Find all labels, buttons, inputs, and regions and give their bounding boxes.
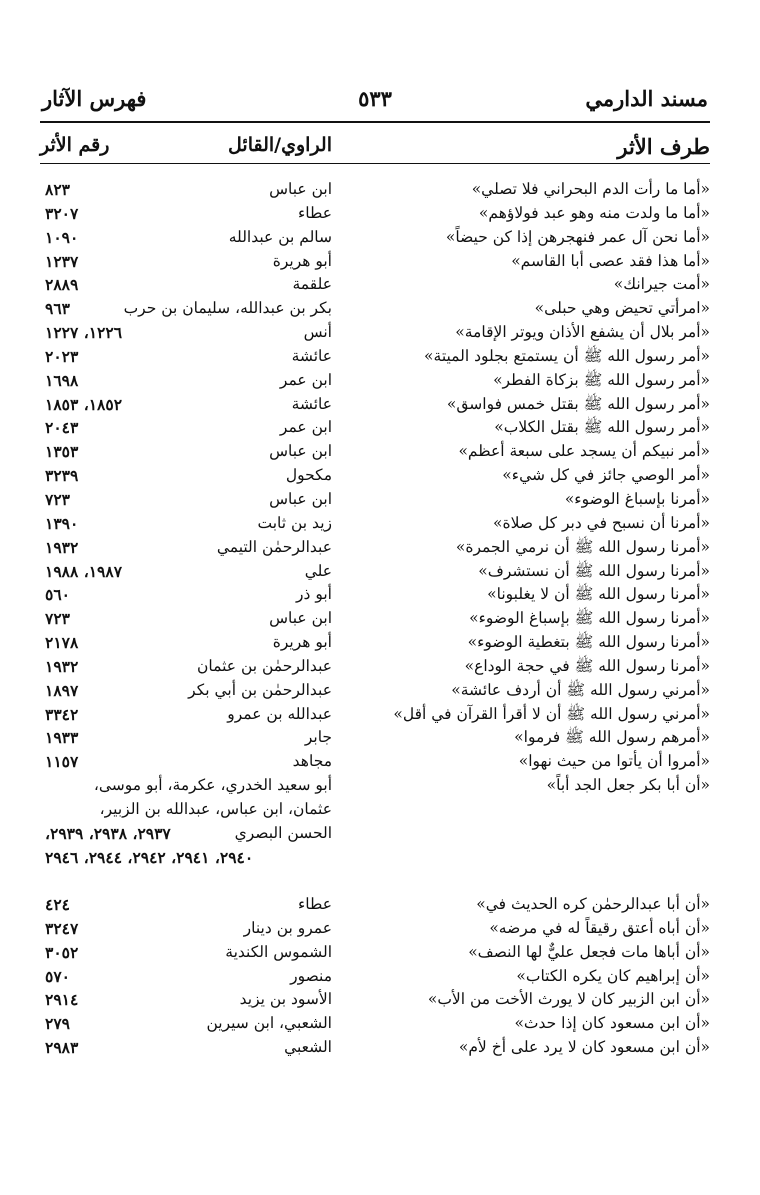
atar-text: «أمت جيرانك» (613, 275, 710, 294)
index-title: فهرس الآثار (42, 86, 147, 111)
book-title: مسند الدارمي (585, 86, 708, 111)
narrator-text: منصور (290, 966, 332, 985)
atar-number: ١٨٩٧ (45, 680, 79, 700)
narrator-text: زيد بن ثابت (257, 513, 332, 532)
table-row (40, 226, 710, 250)
atar-number: ٣٢٤٧ (45, 918, 79, 938)
atar-number: ٥٧٠ (45, 966, 70, 986)
atar-text: «أن ابن مسعود كان لا يرد على أخ لأم» (458, 1038, 710, 1057)
page-number: ٥٣٣ (358, 86, 392, 111)
atar-text: «أن أباه أعتق رقيقاً له في مرضه» (489, 918, 710, 937)
narrator-text: ابن عباس (269, 489, 332, 508)
narrator-line-2: عثمان، ابن عباس، عبدالله بن الزبير، (99, 799, 332, 818)
narrator-text: عبدالرحمٰن بن عثمان (197, 656, 332, 675)
narrator-line-1: أبو سعيد الخدري، عكرمة، أبو موسى، (93, 776, 332, 795)
table-row (40, 1036, 710, 1060)
narrator-text: أبو ذر (296, 585, 332, 604)
atar-text: «أن ابن مسعود كان إذا حدث» (514, 1014, 710, 1033)
atar-text: «أن أباها مات فجعل عليٌّ لها النصف» (468, 942, 710, 961)
atar-text: «أمر الوصي جائز في كل شيء» (502, 466, 710, 485)
atar-text: «أن أبا بكر جعل الجد أباً» (546, 776, 710, 795)
table-row (40, 607, 710, 631)
narrator-text: جابر (304, 728, 332, 747)
narrator-text: أبو هريرة (272, 251, 332, 270)
table-row (40, 536, 710, 560)
atar-text: «أمرهم رسول الله ﷺ فرموا» (514, 728, 710, 747)
table-row (40, 273, 710, 297)
table-row (40, 416, 710, 440)
table-row (40, 726, 710, 750)
atar-text: «أمرني رسول الله ﷺ أن أردف عائشة» (451, 680, 710, 699)
atar-number: ٢١٧٨ (45, 633, 79, 653)
table-row (40, 631, 710, 655)
table-row (40, 369, 710, 393)
narrator-text: أنس (303, 323, 332, 342)
narrator-text: ابن عباس (269, 180, 332, 198)
table-row (40, 679, 710, 703)
narrator-text: عبدالرحمٰن بن أبي بكر (188, 680, 332, 699)
narrator-text: عطاء (298, 895, 332, 914)
narrator-text: عائشة (291, 346, 332, 365)
narrator-text: عبدالله بن عمرو (227, 704, 332, 723)
table-row (40, 917, 710, 941)
atar-text: «أما ما ولدت منه وهو عبد فولاؤهم» (478, 203, 710, 222)
narrator-text: مجاهد (292, 752, 332, 771)
page-header (42, 86, 708, 116)
column-headers (40, 134, 710, 164)
atar-text: «أمر رسول الله ﷺ أن يستمتع بجلود الميتة» (424, 346, 710, 365)
narrator-text: سالم بن عبدالله (228, 227, 332, 246)
atar-number: ٢٩١٤ (45, 990, 79, 1010)
narrator-line-3: الحسن البصري (234, 823, 332, 842)
atar-number: ٥٦٠ (45, 585, 70, 605)
table-row (40, 655, 710, 679)
table-row (40, 703, 710, 727)
table-row (40, 583, 710, 607)
atar-text: «أمرنا رسول الله ﷺ أن نستشرف» (478, 561, 710, 580)
table-row (40, 321, 710, 345)
table-row (40, 512, 710, 536)
narrator-text: مكحول (285, 466, 332, 485)
atar-text: «أما ما رأت الدم البحراني فلا تصلي» (471, 180, 710, 198)
atar-number: ٤٢٤ (45, 895, 70, 915)
atar-text: «أما هذا فقد عصى أبا القاسم» (511, 251, 710, 270)
narrator-text: عطاء (298, 203, 332, 222)
atar-number: ١٢٢٦، ١٢٢٧ (45, 323, 123, 343)
atar-text: «أمر رسول الله ﷺ بزكاة الفطر» (493, 370, 710, 389)
table-row (40, 464, 710, 488)
table-row (40, 250, 710, 274)
table-row (40, 345, 710, 369)
atar-text: «أمرنا رسول الله ﷺ بتغطية الوضوء» (467, 633, 710, 652)
atar-number: ٣٠٥٢ (45, 942, 79, 962)
atar-text: «أن ابن الزبير كان لا يورث الأخت من الأب» (427, 990, 710, 1009)
column-header-number: رقم الأثر (40, 134, 110, 156)
table-row (40, 988, 710, 1012)
narrator-text: علقمة (292, 275, 332, 294)
number-line-3: ٢٩٣٧، ٢٩٣٨، ٢٩٣٩، (45, 823, 171, 843)
narrator-text: عائشة (291, 394, 332, 413)
narrator-text: أبو هريرة (272, 633, 332, 652)
atar-number: ١٩٣٢ (45, 537, 79, 557)
atar-number: ١٩٨٧، ١٩٨٨ (45, 561, 123, 581)
narrator-text: ابن عمر (279, 370, 332, 389)
table-row (40, 560, 710, 584)
header-rule (40, 121, 710, 123)
atar-number: ٢٨٨٩ (45, 275, 79, 295)
narrator-text: عمرو بن دينار (243, 918, 332, 937)
column-header-atar: طرف الأثر (617, 134, 710, 159)
atar-text: «أمروا أن يأتوا من حيث نهوا» (518, 752, 710, 771)
atar-number: ٢٩٨٣ (45, 1038, 79, 1058)
table-row (40, 178, 710, 202)
atar-text: «أن إبراهيم كان يكره الكتاب» (516, 966, 710, 985)
atar-text: «أمرنا رسول الله ﷺ أن لا يغلبونا» (487, 585, 710, 604)
narrator-text: علي (304, 561, 332, 580)
table-row (40, 393, 710, 417)
narrator-text: الأسود بن يزيد (239, 990, 332, 1009)
atar-number: ٢٠٢٣ (45, 346, 79, 366)
table-row (40, 202, 710, 226)
atar-number: ٢٧٩ (45, 1014, 70, 1034)
index-table (40, 178, 710, 1060)
table-row (40, 1012, 710, 1036)
atar-text: «أن أبا عبدالرحمٰن كره الحديث في» (476, 895, 710, 914)
atar-text: «أمرنا بإسباغ الوضوء» (564, 489, 710, 508)
atar-number: ٧٢٣ (45, 609, 70, 629)
atar-number: ١٣٩٠ (45, 513, 79, 533)
atar-text: «أمرنا رسول الله ﷺ بإسباغ الوضوء» (469, 609, 710, 628)
atar-text: «أما نحن آل عمر فنهجرهن إذا كن حيضاً» (445, 227, 710, 246)
atar-text: «أمر رسول الله ﷺ بقتل الكلاب» (494, 418, 710, 437)
table-row (40, 893, 710, 917)
table-row (40, 488, 710, 512)
atar-text: «أمرنا رسول الله ﷺ أن نرمي الجمرة» (455, 537, 710, 556)
atar-number: ٨٢٣ (45, 180, 70, 199)
narrator-text: ابن عباس (269, 442, 332, 461)
narrator-text: الشعبي (284, 1038, 332, 1057)
narrator-text: ابن عمر (279, 418, 332, 437)
narrator-text: بكر بن عبدالله، سليمان بن حرب (123, 299, 332, 318)
table-row-multi (40, 774, 710, 893)
atar-number: ٣٢٠٧ (45, 203, 79, 223)
table-row (40, 965, 710, 989)
atar-number: ٧٢٣ (45, 489, 70, 509)
atar-text: «أمرنا أن نسبح في دبر كل صلاة» (493, 513, 710, 532)
atar-number: ١٦٩٨ (45, 370, 79, 390)
table-row (40, 941, 710, 965)
column-header-narrator: الراوي/القائل (228, 134, 332, 156)
atar-text: «أمرني رسول الله ﷺ أن لا أقرأ القرآن في أقل» (393, 704, 710, 723)
atar-text: «أمر نبيكم أن يسجد على سبعة أعظم» (458, 442, 710, 461)
atar-text: «أمر رسول الله ﷺ بقتل خمس فواسق» (446, 394, 710, 413)
atar-number: ٩٦٣ (45, 299, 70, 319)
atar-text: «أمرنا رسول الله ﷺ في حجة الوداع» (464, 656, 710, 675)
atar-number: ١٠٩٠ (45, 227, 79, 247)
atar-number: ١١٥٧ (45, 752, 79, 772)
atar-text: «امرأتي تحيض وهي حبلى» (534, 299, 710, 318)
narrator-text: الشموس الكندية (225, 942, 332, 961)
atar-number: ١٩٣٢ (45, 656, 79, 676)
table-row (40, 440, 710, 464)
atar-number: ١٣٥٣ (45, 442, 79, 462)
narrator-text: ابن عباس (269, 609, 332, 628)
atar-text: «أمر بلال أن يشفع الأذان ويوتر الإقامة» (455, 323, 710, 342)
narrator-text: عبدالرحمٰن التيمي (216, 537, 332, 556)
number-line-4: ٢٩٤٠، ٢٩٤١، ٢٩٤٢، ٢٩٤٤، ٢٩٤٦ (45, 847, 254, 867)
table-row (40, 750, 710, 774)
table-row (40, 297, 710, 321)
atar-number: ٣٢٣٩ (45, 466, 79, 486)
atar-number: ١٨٥٢، ١٨٥٣ (45, 394, 123, 414)
atar-number: ٣٣٤٢ (45, 704, 79, 724)
narrator-text: الشعبي، ابن سيرين (206, 1014, 332, 1033)
atar-number: ١٩٣٣ (45, 728, 79, 748)
atar-number: ٢٠٤٣ (45, 418, 79, 438)
atar-number: ١٢٣٧ (45, 251, 79, 271)
columns-rule (40, 163, 710, 164)
